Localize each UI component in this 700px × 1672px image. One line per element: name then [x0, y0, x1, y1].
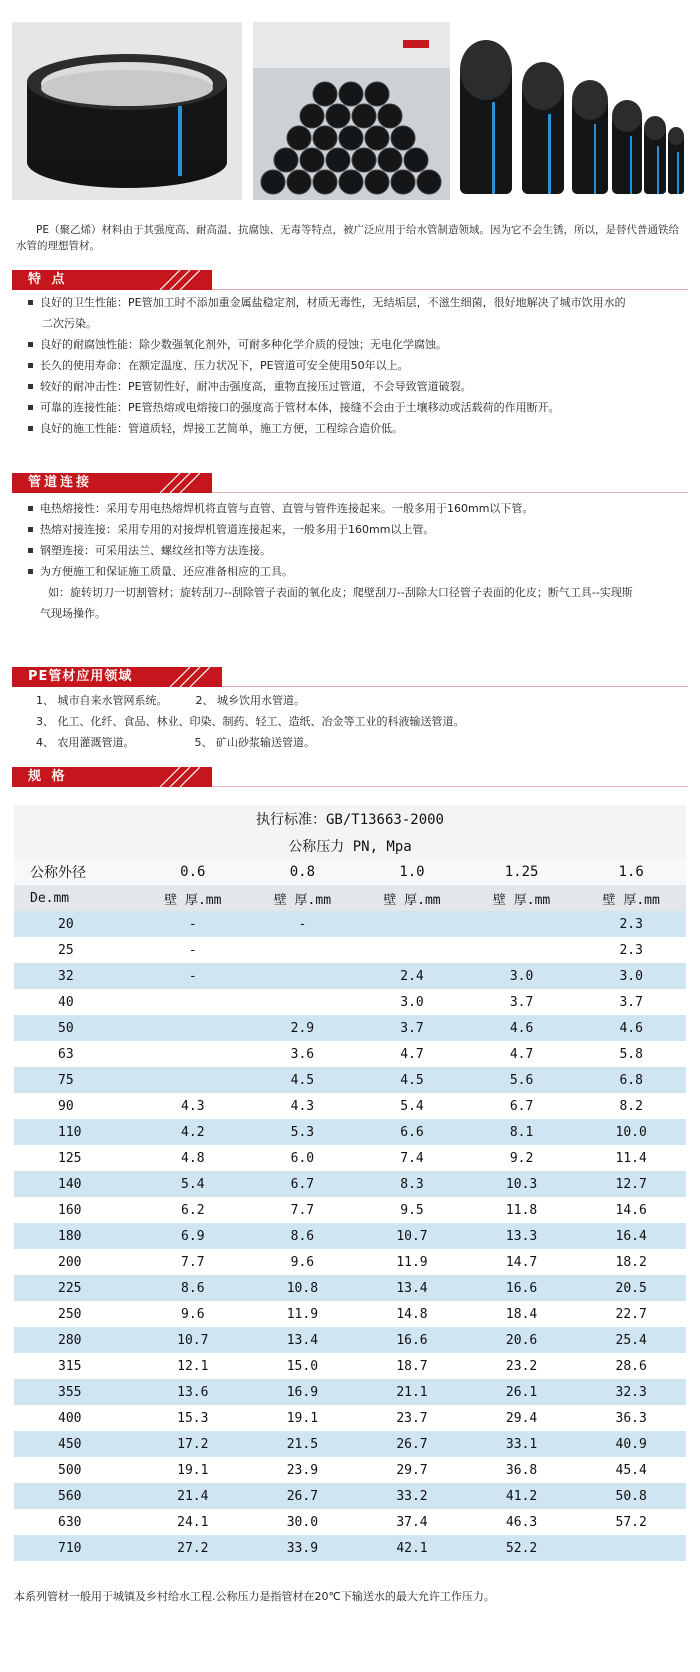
app-item: 2、 城乡饮用水管道。	[195, 694, 305, 707]
wall-thickness-cell: 3.0	[467, 963, 577, 989]
features-list	[28, 292, 686, 439]
pressure-label: 公称压力 PN, Mpa	[14, 833, 686, 859]
list-item: 如：旋转切刀一切割管材；旋转刮刀--刮除管子表面的氧化皮；爬壁刮刀--刮除大口径管子表面的化皮；断气工具--实现斯	[48, 586, 633, 599]
table-row	[14, 1223, 686, 1249]
wall-thickness-cell: 14.6	[576, 1197, 686, 1223]
wall-thickness-cell: 3.6	[248, 1041, 358, 1067]
wall-thickness-cell: 9.6	[138, 1301, 248, 1327]
wall-thickness-cell: 16.6	[467, 1275, 577, 1301]
wall-thickness-cell	[357, 911, 467, 937]
outer-diameter-cell: 250	[14, 1301, 138, 1327]
applications-header	[12, 667, 222, 687]
spec-underline	[212, 786, 688, 787]
wall-thickness-cell: 28.6	[576, 1353, 686, 1379]
list-item: 良好的卫生性能：PE管加工时不添加重金属盐稳定剂，材质无毒性，无结垢层，不滋生细菌，很好地解决了城市饮用水的	[28, 292, 686, 313]
wall-thickness-cell: 4.5	[248, 1067, 358, 1093]
app-item: 1、 城市自来水管网系统。	[36, 694, 168, 707]
wall-thickness-cell: 5.6	[467, 1067, 577, 1093]
wall-thickness-cell: 16.6	[357, 1327, 467, 1353]
features-title: 特 点	[28, 272, 68, 287]
app-item: 4、 农用灌溉管道。	[36, 736, 135, 749]
outer-diameter-cell: 50	[14, 1015, 138, 1041]
wall-thickness-cell: 3.7	[357, 1015, 467, 1041]
wall-thickness-cell: 27.2	[138, 1535, 248, 1561]
wall-thickness-cell: 52.2	[467, 1535, 577, 1561]
wall-thickness-cell: 8.6	[248, 1223, 358, 1249]
wall-thickness-cell: 14.7	[467, 1249, 577, 1275]
wall-thickness-cell: 42.1	[357, 1535, 467, 1561]
outer-diameter-cell: 180	[14, 1223, 138, 1249]
connection-underline	[212, 492, 688, 493]
outer-diameter-cell: 630	[14, 1509, 138, 1535]
wall-thickness-cell: 3.7	[467, 989, 577, 1015]
wall-thickness-cell: 4.3	[248, 1093, 358, 1119]
wall-thickness-cell: 9.6	[248, 1249, 358, 1275]
photo-pipe-stack	[253, 22, 450, 200]
list-item: 良好的耐腐蚀性能：除少数强氧化剂外，可耐多种化学介质的侵蚀；无电化学腐蚀。	[28, 334, 686, 355]
table-row	[14, 963, 686, 989]
connection-header	[12, 473, 212, 493]
wall-thickness-cell: 18.2	[576, 1249, 686, 1275]
table-row	[14, 1197, 686, 1223]
photo-pipe-sizes	[452, 22, 688, 200]
wall-thickness-cell: 21.5	[248, 1431, 358, 1457]
wall-thickness-cell: 22.7	[576, 1301, 686, 1327]
wall-thickness-cell: 16.4	[576, 1223, 686, 1249]
list-item	[36, 711, 676, 732]
wall-thickness-cell: 45.4	[576, 1457, 686, 1483]
wall-thickness-cell: 15.0	[248, 1353, 358, 1379]
wall-thickness-cell: 21.4	[138, 1483, 248, 1509]
wall-thickness-cell: 8.3	[357, 1171, 467, 1197]
wall-thickness-cell	[138, 1041, 248, 1067]
connection-list	[28, 498, 686, 624]
wall-thickness-cell: 6.6	[357, 1119, 467, 1145]
wall-label: 壁 厚.mm	[576, 885, 686, 911]
wall-thickness-cell: 6.7	[467, 1093, 577, 1119]
product-photos	[12, 22, 688, 200]
wall-thickness-cell: 7.7	[138, 1249, 248, 1275]
wall-thickness-cell: 37.4	[357, 1509, 467, 1535]
wall-thickness-cell: 7.4	[357, 1145, 467, 1171]
outer-diameter-cell: 90	[14, 1093, 138, 1119]
wall-thickness-cell: 36.3	[576, 1405, 686, 1431]
header-stripes-icon	[140, 767, 200, 787]
list-item: 电热熔接性：采用专用电热熔焊机将直管与直管、直管与管件连接起来。一般多用于160mm以下管。	[28, 498, 686, 519]
wall-thickness-cell: 5.8	[576, 1041, 686, 1067]
wall-thickness-cell: 10.0	[576, 1119, 686, 1145]
table-row	[14, 1457, 686, 1483]
photo-pipe-ring	[12, 22, 242, 200]
list-item	[36, 732, 676, 753]
table-header-row	[14, 833, 686, 859]
wall-thickness-cell: 18.4	[467, 1301, 577, 1327]
table-row	[14, 1483, 686, 1509]
table-row	[14, 1119, 686, 1145]
wall-thickness-cell	[248, 989, 358, 1015]
outer-diameter-cell: 450	[14, 1431, 138, 1457]
wall-thickness-cell	[467, 911, 577, 937]
wall-thickness-cell: 18.7	[357, 1353, 467, 1379]
wall-label: 壁 厚.mm	[248, 885, 358, 911]
wall-thickness-cell: -	[138, 937, 248, 963]
wall-thickness-cell: 23.2	[467, 1353, 577, 1379]
wall-thickness-cell: 4.8	[138, 1145, 248, 1171]
wall-thickness-cell: 6.7	[248, 1171, 358, 1197]
wall-thickness-cell: 6.2	[138, 1197, 248, 1223]
table-row	[14, 1509, 686, 1535]
wall-thickness-cell: 4.3	[138, 1093, 248, 1119]
wall-thickness-cell: 29.4	[467, 1405, 577, 1431]
outer-diameter-cell: 25	[14, 937, 138, 963]
wall-thickness-cell: 33.1	[467, 1431, 577, 1457]
outer-diameter-cell: 200	[14, 1249, 138, 1275]
wall-thickness-cell: 41.2	[467, 1483, 577, 1509]
table-row	[14, 1353, 686, 1379]
wall-thickness-cell: 5.4	[357, 1093, 467, 1119]
wall-thickness-cell: 57.2	[576, 1509, 686, 1535]
table-row	[14, 1379, 686, 1405]
od-label: 公称外径	[14, 859, 138, 885]
header-stripes-icon	[140, 270, 200, 290]
wall-thickness-cell: 16.9	[248, 1379, 358, 1405]
wall-thickness-cell: 6.8	[576, 1067, 686, 1093]
wall-thickness-cell: 30.0	[248, 1509, 358, 1535]
wall-thickness-cell: 10.7	[138, 1327, 248, 1353]
table-row	[14, 1093, 686, 1119]
wall-thickness-cell: 19.1	[248, 1405, 358, 1431]
outer-diameter-cell: 355	[14, 1379, 138, 1405]
outer-diameter-cell: 500	[14, 1457, 138, 1483]
wall-thickness-cell: 2.3	[576, 937, 686, 963]
features-header	[12, 270, 212, 290]
outer-diameter-cell: 140	[14, 1171, 138, 1197]
wall-thickness-cell: 26.1	[467, 1379, 577, 1405]
applications-list	[36, 690, 676, 753]
pressure-value: 0.6	[138, 859, 248, 885]
table-row	[14, 1249, 686, 1275]
wall-thickness-cell: 15.3	[138, 1405, 248, 1431]
header-stripes-icon	[150, 667, 210, 687]
wall-thickness-cell: 46.3	[467, 1509, 577, 1535]
wall-thickness-cell: 32.3	[576, 1379, 686, 1405]
outer-diameter-cell: 63	[14, 1041, 138, 1067]
wall-thickness-cell: 8.1	[467, 1119, 577, 1145]
wall-thickness-cell	[138, 989, 248, 1015]
table-row	[14, 1171, 686, 1197]
wall-thickness-cell: 14.8	[357, 1301, 467, 1327]
wall-thickness-cell: 3.7	[576, 989, 686, 1015]
wall-thickness-cell	[467, 937, 577, 963]
wall-thickness-cell: -	[138, 911, 248, 937]
wall-thickness-cell: 12.1	[138, 1353, 248, 1379]
table-row	[14, 1327, 686, 1353]
wall-thickness-cell: 13.6	[138, 1379, 248, 1405]
list-item: 良好的施工性能：管道质轻，焊接工艺简单，施工方便，工程综合造价低。	[28, 418, 686, 439]
table-header-row	[14, 805, 686, 833]
wall-thickness-cell: 10.3	[467, 1171, 577, 1197]
table-row	[14, 1275, 686, 1301]
list-item	[36, 690, 676, 711]
list-item: 热熔对接连接：采用专用的对接焊机管道连接起来，一般多用于160mm以上管。	[28, 519, 686, 540]
applications-title: PE管材应用领域	[28, 669, 133, 684]
wall-thickness-cell: 36.8	[467, 1457, 577, 1483]
wall-thickness-cell: 3.0	[576, 963, 686, 989]
pressure-value: 1.0	[357, 859, 467, 885]
wall-thickness-cell: -	[248, 911, 358, 937]
wall-thickness-cell: 8.6	[138, 1275, 248, 1301]
table-row	[14, 1535, 686, 1561]
wall-thickness-cell: 9.5	[357, 1197, 467, 1223]
wall-thickness-cell: 13.4	[248, 1327, 358, 1353]
app-item: 3、 化工、化纤、食品、林业、印染、制药、轻工、造纸、冶金等工业的科液输送管道。	[36, 715, 465, 728]
wall-thickness-cell: 5.4	[138, 1171, 248, 1197]
app-item: 5、 矿山砂浆输送管道。	[194, 736, 315, 749]
outer-diameter-cell: 710	[14, 1535, 138, 1561]
wall-thickness-cell: 2.4	[357, 963, 467, 989]
wall-thickness-cell: 4.5	[357, 1067, 467, 1093]
wall-thickness-cell: 25.4	[576, 1327, 686, 1353]
wall-thickness-cell: 19.1	[138, 1457, 248, 1483]
outer-diameter-cell: 32	[14, 963, 138, 989]
spec-header	[12, 767, 212, 787]
wall-thickness-cell	[248, 937, 358, 963]
outer-diameter-cell: 160	[14, 1197, 138, 1223]
wall-thickness-cell: 2.9	[248, 1015, 358, 1041]
table-row	[14, 1405, 686, 1431]
standard-label: 执行标准：GB/T13663-2000	[14, 805, 686, 833]
wall-thickness-cell: 4.2	[138, 1119, 248, 1145]
list-item: 为方便施工和保证施工质量、还应准备相应的工具。	[28, 561, 686, 582]
wall-thickness-cell: 2.3	[576, 911, 686, 937]
wall-thickness-cell: 20.6	[467, 1327, 577, 1353]
table-row	[14, 989, 686, 1015]
wall-thickness-cell: 7.7	[248, 1197, 358, 1223]
wall-thickness-cell: 11.8	[467, 1197, 577, 1223]
wall-thickness-cell: 21.1	[357, 1379, 467, 1405]
wall-thickness-cell	[138, 1067, 248, 1093]
outer-diameter-cell: 110	[14, 1119, 138, 1145]
wall-thickness-cell: 40.9	[576, 1431, 686, 1457]
wall-thickness-cell: 26.7	[248, 1483, 358, 1509]
wall-thickness-cell: 10.7	[357, 1223, 467, 1249]
wall-thickness-cell	[248, 963, 358, 989]
outer-diameter-cell: 280	[14, 1327, 138, 1353]
wall-thickness-cell: 5.3	[248, 1119, 358, 1145]
spec-title: 规 格	[28, 769, 68, 784]
list-item: 可靠的连接性能：PE管热熔或电熔接口的强度高于管材本体，接缝不会由于土壤移动或活载荷的作用断开。	[28, 397, 686, 418]
outer-diameter-cell: 560	[14, 1483, 138, 1509]
footnote: 本系列管材一般用于城镇及乡村给水工程.公称压力是指管材在20℃下输送水的最大允许工作压力。	[14, 1590, 495, 1603]
de-label: De.mm	[14, 885, 138, 911]
table-row	[14, 1067, 686, 1093]
wall-thickness-cell: 11.4	[576, 1145, 686, 1171]
table-header-row	[14, 885, 686, 911]
wall-thickness-cell	[138, 1015, 248, 1041]
wall-thickness-cell: 4.6	[576, 1015, 686, 1041]
list-item: 钢塑连接：可采用法兰、螺纹丝扣等方法连接。	[28, 540, 686, 561]
wall-thickness-cell: 33.9	[248, 1535, 358, 1561]
table-row	[14, 1431, 686, 1457]
table-row	[14, 911, 686, 937]
wall-thickness-cell: 3.0	[357, 989, 467, 1015]
outer-diameter-cell: 400	[14, 1405, 138, 1431]
wall-thickness-cell: 4.7	[467, 1041, 577, 1067]
wall-thickness-cell: 6.9	[138, 1223, 248, 1249]
wall-thickness-cell: 6.0	[248, 1145, 358, 1171]
wall-thickness-cell: 13.3	[467, 1223, 577, 1249]
wall-thickness-cell: 11.9	[357, 1249, 467, 1275]
table-header-row	[14, 859, 686, 885]
table-row	[14, 1015, 686, 1041]
wall-thickness-cell: 24.1	[138, 1509, 248, 1535]
wall-thickness-cell: 13.4	[357, 1275, 467, 1301]
header-stripes-icon	[140, 473, 200, 493]
wall-thickness-cell: 23.9	[248, 1457, 358, 1483]
wall-label: 壁 厚.mm	[138, 885, 248, 911]
pressure-value: 1.25	[467, 859, 577, 885]
wall-thickness-cell: -	[138, 963, 248, 989]
wall-thickness-cell: 9.2	[467, 1145, 577, 1171]
features-underline	[212, 289, 688, 290]
list-item: 长久的使用寿命：在额定温度、压力状况下，PE管道可安全使用50年以上。	[28, 355, 686, 376]
spec-table	[14, 805, 686, 1561]
wall-thickness-cell: 26.7	[357, 1431, 467, 1457]
wall-thickness-cell: 11.9	[248, 1301, 358, 1327]
wall-thickness-cell: 4.7	[357, 1041, 467, 1067]
wall-thickness-cell: 8.2	[576, 1093, 686, 1119]
outer-diameter-cell: 315	[14, 1353, 138, 1379]
table-row	[14, 1301, 686, 1327]
wall-thickness-cell: 33.2	[357, 1483, 467, 1509]
connection-title: 管道连接	[28, 475, 93, 490]
wall-label: 壁 厚.mm	[467, 885, 577, 911]
pressure-value: 1.6	[576, 859, 686, 885]
table-row	[14, 937, 686, 963]
intro-text: PE（聚乙烯）材料由于其强度高、耐高温、抗腐蚀、无毒等特点，被广泛应用于给水管制造领域。因为它不会生锈，所以，是替代普通铁给水管的理想管材。	[16, 224, 679, 252]
outer-diameter-cell: 40	[14, 989, 138, 1015]
list-item: 较好的耐冲击性：PE管韧性好，耐冲击强度高，重物直接压过管道，不会导致管道破裂。	[28, 376, 686, 397]
wall-thickness-cell: 29.7	[357, 1457, 467, 1483]
wall-thickness-cell: 23.7	[357, 1405, 467, 1431]
outer-diameter-cell: 225	[14, 1275, 138, 1301]
wall-thickness-cell: 4.6	[467, 1015, 577, 1041]
list-item: 二次污染。	[42, 317, 97, 330]
list-item: 气现场操作。	[40, 607, 106, 620]
wall-thickness-cell	[357, 937, 467, 963]
applications-underline	[222, 686, 688, 687]
wall-thickness-cell: 20.5	[576, 1275, 686, 1301]
wall-thickness-cell: 10.8	[248, 1275, 358, 1301]
wall-thickness-cell	[576, 1535, 686, 1561]
wall-thickness-cell: 50.8	[576, 1483, 686, 1509]
wall-label: 壁 厚.mm	[357, 885, 467, 911]
outer-diameter-cell: 75	[14, 1067, 138, 1093]
table-row	[14, 1041, 686, 1067]
outer-diameter-cell: 125	[14, 1145, 138, 1171]
pressure-value: 0.8	[248, 859, 358, 885]
outer-diameter-cell: 20	[14, 911, 138, 937]
wall-thickness-cell: 12.7	[576, 1171, 686, 1197]
table-row	[14, 1145, 686, 1171]
wall-thickness-cell: 17.2	[138, 1431, 248, 1457]
